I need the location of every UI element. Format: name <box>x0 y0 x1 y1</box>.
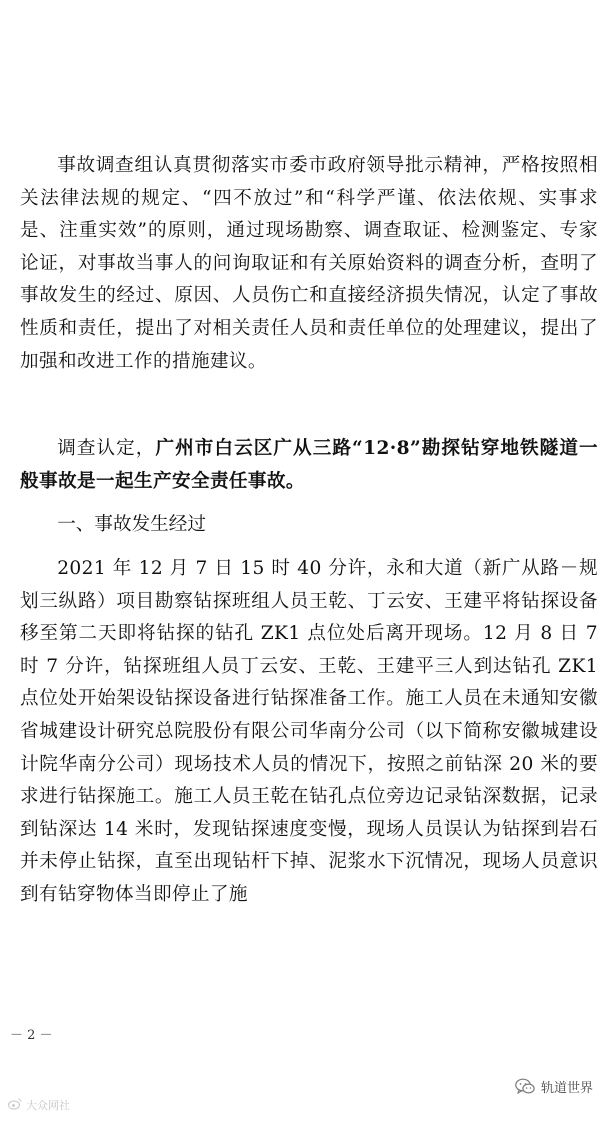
paragraph-accident-process: 2021 年 12 月 7 日 15 时 40 分许，永和大道（新广从路－规划三纵路）项目勘察钻探班组人员王乾、丁云安、王建平将钻探设备移至第二天即将钻探的钻孔 ZK1 点位处后离开现场。12 月 8 日 7 时 7 分许，钻探班组人员丁云安、王乾、王建平三人到达钻孔 ZK1 点位处开始架设钻探设备进行钻探准备工作。施工人员在未通知安徽省城建设计研究总院股份有限公司华南分公司（以下简称安徽城建设计院华南分公司）现场技术人员的情况下，按照之前钻深 20 米的要求进行钻探施工。施工人员王乾在钻孔点位旁边记录钻深数据，记录到钻深达 14 米时，发现钻探速度变慢，现场人员误认为钻探到岩石并未停止钻探，直至出现钻杆下掉、泥浆水下沉情况，现场人员意识到有钻穿物体当即停止了施 <box>20 558 598 905</box>
wechat-icon <box>515 1078 535 1095</box>
conclusion-bold-text: 广州市白云区广从三路“12·8”勘探钻穿地铁隧道一般事故是一起生产安全责任事故。 <box>20 438 598 492</box>
weibo-icon <box>8 1098 22 1113</box>
conclusion-lead-text: 调查认定， <box>57 438 156 459</box>
paragraph-investigation-principles: 事故调查组认真贯彻落实市委市政府领导批示精神，严格按照相关法律法规的规定、“四不放过”和“科学严谨、依法依规、实事求是、注重实效”的原则，通过现场勘察、调查取证、检测鉴定、专家论证，对事故当事人的问询取证和有关原始资料的调查分析，查明了事故发生的经过、原因、人员伤亡和直接经济损失情况，认定了事故性质和责任，提出了对相关责任人员和责任单位的处理建议，提出了加强和改进工作的措施建议。 <box>20 155 598 372</box>
page-number: － 2 － <box>10 1028 53 1043</box>
watermark-left <box>8 1097 70 1113</box>
watermark-right <box>515 1077 593 1096</box>
watermark-left-text: 大众网社 <box>26 1099 70 1112</box>
paragraph-investigation-conclusion <box>20 433 598 498</box>
watermark-right-text: 轨道世界 <box>540 1081 593 1096</box>
section-heading: 一、事故发生经过 <box>57 514 206 535</box>
